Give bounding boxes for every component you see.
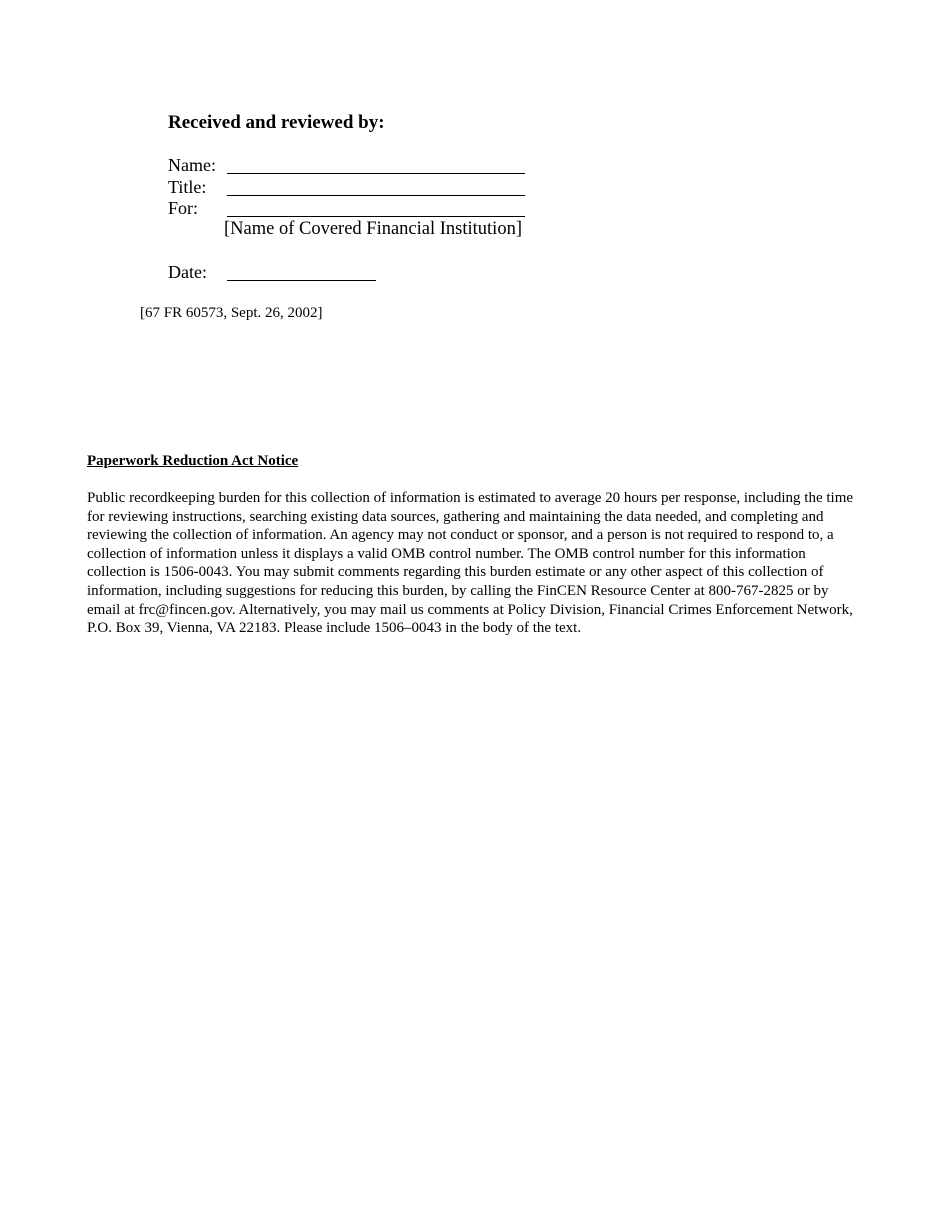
institution-name-note: [Name of Covered Financial Institution] — [224, 219, 522, 239]
notice-body — [87, 489, 887, 638]
notice-line: email at frc@fincen.gov. Alternatively, you may mail us comments at Policy Division, Financial Crimes Enforcement Network, — [87, 601, 853, 618]
title-label: Title: — [168, 177, 207, 197]
notice-line: Public recordkeeping burden for this collection of information is estimated to average 20 hours per response, including the time — [87, 490, 854, 506]
federal-register-citation: [67 FR 60573, Sept. 26, 2002] — [140, 305, 323, 321]
date-signature-line[interactable] — [227, 280, 376, 281]
name-label: Name: — [168, 155, 216, 175]
title-signature-line[interactable] — [227, 195, 525, 196]
for-label: For: — [168, 198, 199, 218]
notice-line: collection of information unless it displays a valid OMB control number. The OMB control number for this information — [87, 545, 806, 562]
date-label: Date: — [168, 262, 207, 282]
notice-line: P.O. Box 39, Vienna, VA 22183. Please include 1506–0043 in the body of the text. — [87, 620, 582, 637]
notice-title: Paperwork Reduction Act Notice — [87, 453, 299, 469]
notice-line: for reviewing instructions, searching existing data sources, gathering and maintaining the data needed, and completing and — [87, 508, 824, 525]
review-heading: Received and reviewed by: — [168, 112, 385, 133]
notice-line: reviewing the collection of information. An agency may not conduct or sponsor, and a person is not required to respond to, a — [87, 527, 834, 544]
for-signature-line[interactable] — [227, 216, 525, 217]
name-signature-line[interactable] — [227, 173, 525, 174]
notice-line: collection is 1506-0043. You may submit comments regarding this burden estimate or any other aspect of this collection of — [87, 564, 824, 581]
notice-line: information, including suggestions for reducing this burden, by calling the FinCEN Resource Center at 800-767-2825 or by — [87, 582, 829, 599]
